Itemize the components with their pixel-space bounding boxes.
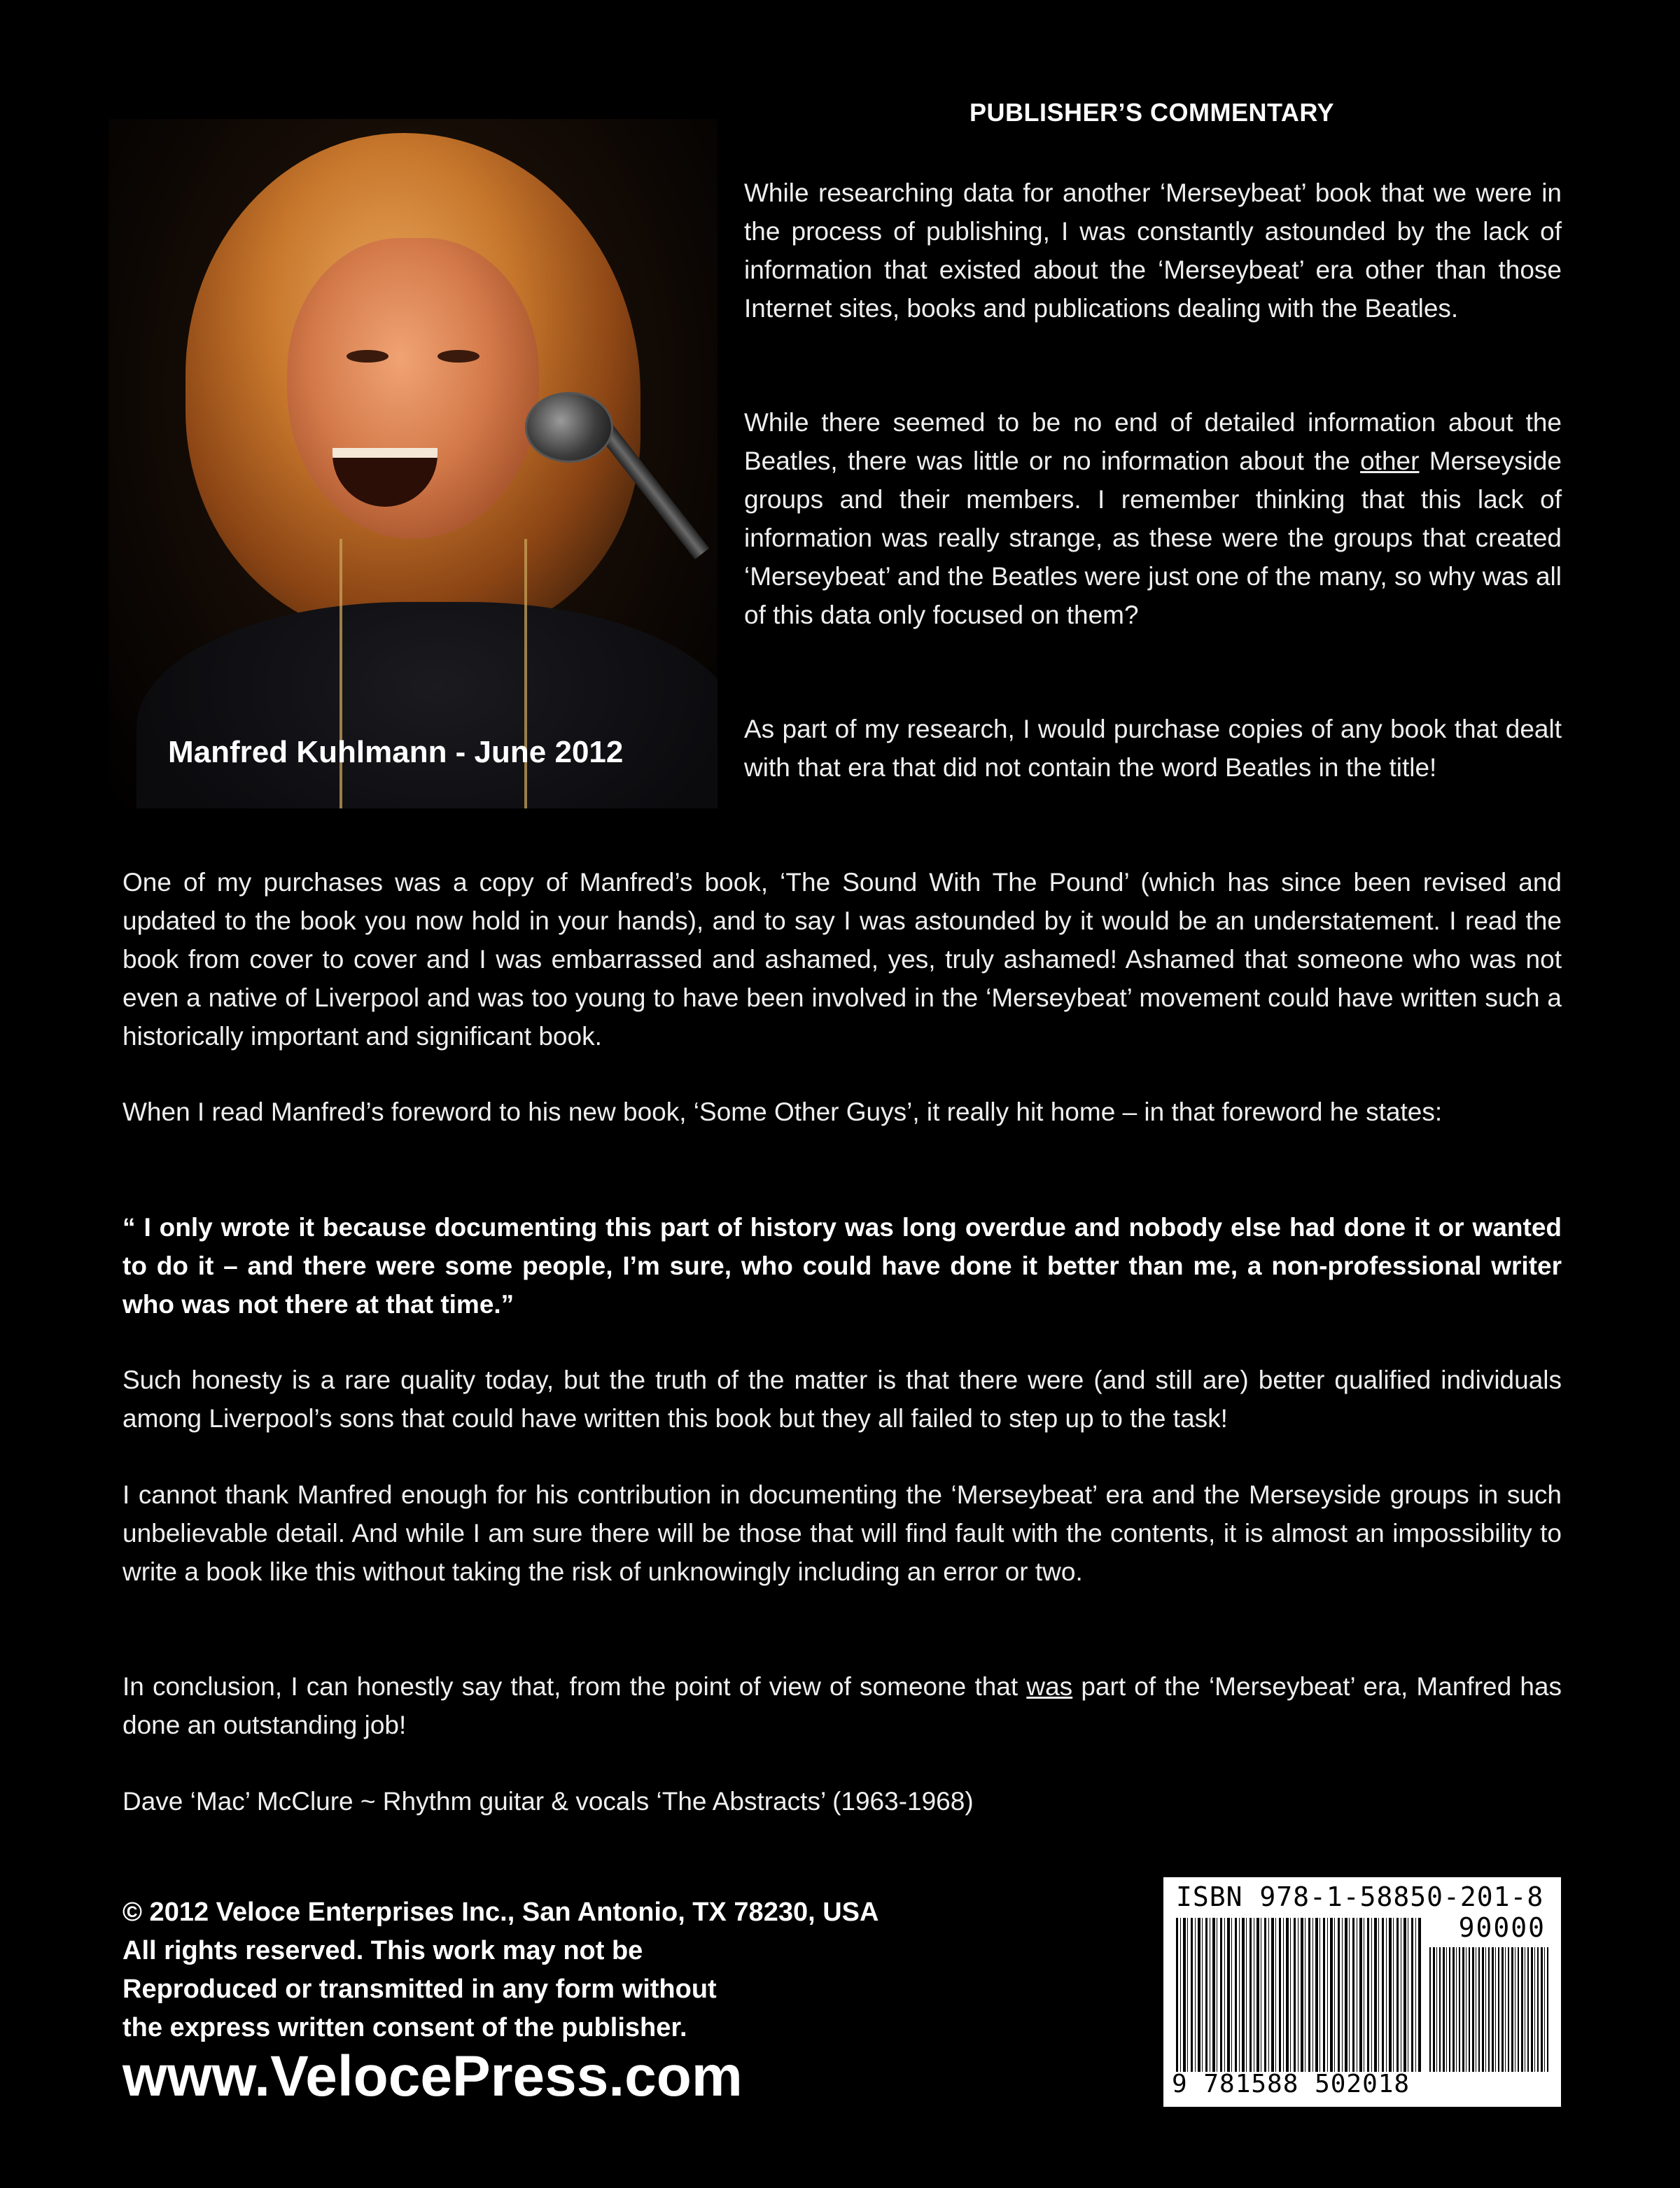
signature-line: Dave ‘Mac’ McClure ~ Rhythm guitar & vocals ‘The Abstracts’ (1963-1968) <box>122 1787 974 1816</box>
publisher-website: www.VelocePress.com <box>122 2045 743 2108</box>
photo-eye-right <box>438 350 479 363</box>
paragraph-2-end: Merseyside groups and their members. I remember thinking that this lack of information was really strange, as these were the groups that created ‘Merseybeat’ and the Beatles were just one of the many, so why was all of this data only focused on them? <box>744 447 1562 629</box>
paragraph-4: One of my purchases was a copy of Manfred’s book, ‘The Sound With The Pound’ (which has since been revised and updated to the book you now hold in your hands), and to say I was astounded by it would be an understatement. I read the book from cover to cover and I was embarrassed and ashamed, yes, truly ashamed! Ashamed that someone who was not even a native of Liverpool and was too young to have been involved in the ‘Merseybeat’ movement could have written such a historically important and significant book. <box>122 868 1562 1051</box>
paragraph-8 <box>122 1667 1562 1744</box>
page-heading: PUBLISHER’S COMMENTARY <box>969 98 1335 127</box>
paragraph-1: While researching data for another ‘Merseybeat’ book that we were in the process of publishing, I was constantly astounded by the lack of information that existed about the ‘Merseybeat’ era other than those Internet sites, books and publications dealing with the Beatles. <box>744 178 1562 323</box>
photo-eye-left <box>346 350 388 363</box>
paragraph-8-start: In conclusion, I can honestly say that, from the point of view of someone that <box>122 1672 1018 1701</box>
microphone-icon <box>525 392 613 463</box>
photo-caption: Manfred Kuhlmann - June 2012 <box>168 735 624 769</box>
isbn-barcode <box>1163 1877 1561 2107</box>
copyright-block <box>122 1893 878 2047</box>
quote-paragraph: “ I only wrote it because documenting this part of history was long overdue and nobody else had done it or wanted to do it – and there were some people, I’m sure, who could have done it better than me, a non-professional writer who was not there at that time.” <box>122 1213 1562 1319</box>
copyright-line-1: © 2012 Veloce Enterprises Inc., San Antonio, TX 78230, USA <box>122 1898 879 1927</box>
copyright-line-3: Reproduced or transmitted in any form without <box>122 1975 717 2004</box>
copyright-line-4: the express written consent of the publisher. <box>122 2013 687 2042</box>
paragraph-6: Such honesty is a rare quality today, but the truth of the matter is that there were (and still are) better qualified individuals among Liverpool’s sons that could have written this book but they all failed to step up to the task! <box>122 1366 1562 1433</box>
paragraph-5: When I read Manfred’s foreword to his new book, ‘Some Other Guys’, it really hit home – in that foreword he states: <box>122 1097 1443 1126</box>
paragraph-7: I cannot thank Manfred enough for his contribution in documenting the ‘Merseybeat’ era and the Merseyside groups in such unbelievable detail. And while I am sure there will be those that will find fault with the contents, it is almost an impossibility to write a book like this without taking the risk of unknowingly including an error or two. <box>122 1480 1562 1586</box>
paragraph-8-end: part of the ‘Merseybeat’ era, Manfred has done an outstanding job! <box>122 1672 1562 1739</box>
barcode-digits: 9 781588 502018 <box>1172 2070 1410 2098</box>
barcode-bars-addon <box>1429 1947 1548 2072</box>
barcode-bars-main <box>1176 1918 1421 2072</box>
barcode-price-code: 90000 <box>1458 1912 1546 1943</box>
author-photo <box>108 119 718 808</box>
paragraph-3: As part of my research, I would purchase copies of any book that dealt with that era that did not contain the word Beatles in the title! <box>744 715 1562 782</box>
paragraph-2-start: While there seemed to be no end of detailed information about the Beatles, there was little or no information about the <box>744 408 1562 475</box>
copyright-line-2: All rights reserved. This work may not be <box>122 1936 643 1965</box>
paragraph-2-underlined: other <box>1360 447 1420 475</box>
paragraph-2 <box>744 403 1562 634</box>
isbn-label: ISBN 978-1-58850-201-8 <box>1176 1881 1544 1912</box>
paragraph-8-underlined: was <box>1026 1672 1073 1701</box>
